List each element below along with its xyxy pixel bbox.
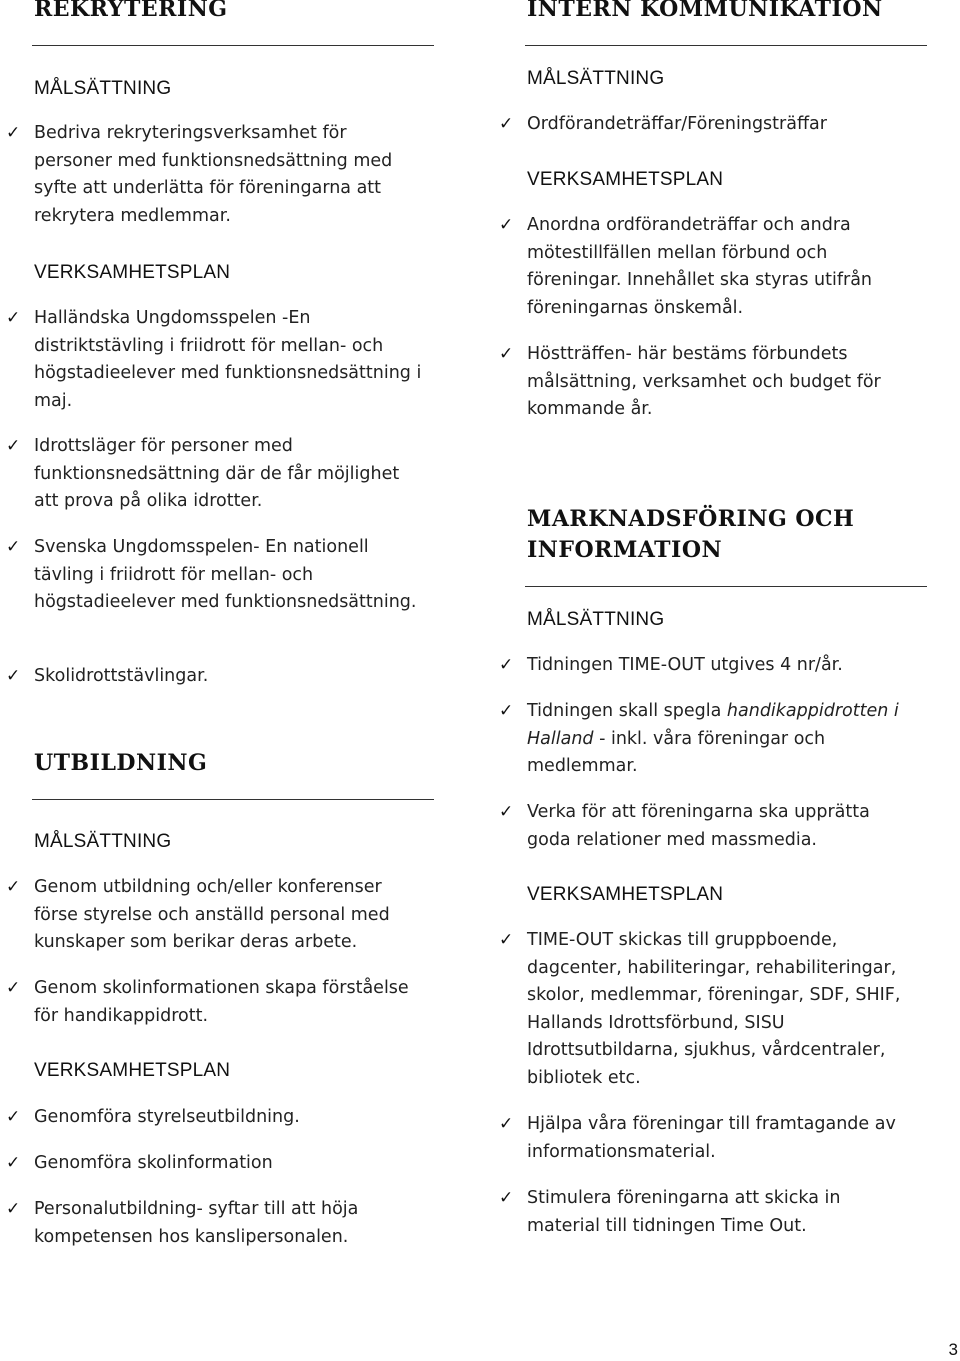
list-item [499, 341, 909, 424]
check-icon: ✓ [6, 1199, 21, 1219]
verksamhetsplan-label: VERKSAMHETSPLAN [527, 884, 724, 905]
list-item-text: TIME-OUT skickas till gruppboende, dagcenter, habiliteringar, rehabiliteringar, skolor, medlemmar, föreningar, SDF, SHIF, Hallands Idrottsförbund, SISU Idrottsutbildarna, sjukhus, vårdcentraler, bibliotek etc. [527, 930, 901, 1088]
rekrytering-heading: REKRYTERING [34, 0, 228, 22]
list-item [6, 663, 426, 691]
list-item-text: Bedriva rekryteringsverksamhet för personer med funktionsnedsättning med syfte att underlätta för föreningarna att rekrytera medlemmar. [34, 123, 393, 226]
check-icon: ✓ [499, 215, 514, 235]
list-item [6, 874, 426, 957]
list-item-text: Ordförandeträffar/Föreningsträffar [527, 114, 827, 134]
text-segment: - inkl. våra föreningar och medlemmar. [527, 728, 826, 776]
list-item-text: Genomföra skolinformation [34, 1153, 273, 1173]
list-item-text: Idrottsläger för personer med funktionsnedsättning där de får möjlighet att prova på olika idrotter. [34, 436, 400, 511]
verksamhetsplan-label: VERKSAMHETSPLAN [34, 1060, 231, 1081]
check-icon: ✓ [6, 123, 21, 143]
section-divider [32, 45, 434, 46]
list-item [6, 305, 436, 415]
list-item-text: Svenska Ungdomsspelen- En nationell tävling i friidrott för mellan- och högstadieelever med funktionsnedsättning. [34, 537, 417, 612]
malsattning-label: MÅLSÄTTNING [527, 609, 665, 630]
check-icon: ✓ [499, 344, 514, 364]
list-item [6, 1150, 426, 1178]
list-item [6, 120, 426, 230]
list-item-text: Tidningen TIME-OUT utgives 4 nr/år. [527, 655, 843, 675]
utbildning-heading: UTBILDNING [34, 750, 208, 776]
list-item-text: Genom skolinformationen skapa förståelse för handikappidrott. [34, 978, 409, 1026]
page-number: 3 [948, 1340, 958, 1359]
list-item-text: Hjälpa våra föreningar till framtagande av informationsmaterial. [527, 1114, 896, 1162]
malsattning-label: MÅLSÄTTNING [34, 78, 172, 99]
section-divider [525, 45, 927, 46]
intern-kommunikation-heading: INTERN KOMMUNIKATION [527, 0, 883, 22]
list-item-text: Skolidrottstävlingar. [34, 666, 209, 686]
list-item-text: Anordna ordförandeträffar och andra mötestillfällen mellan förbund och föreningar. Innehållet ska styras utifrån föreningarnas önskemål. [527, 215, 873, 318]
list-item-text: Stimulera föreningarna att skicka in material till tidningen Time Out. [527, 1188, 841, 1236]
heading-line: INFORMATION [527, 537, 723, 563]
list-item [499, 1111, 919, 1166]
list-item [499, 652, 919, 680]
malsattning-label: MÅLSÄTTNING [527, 68, 665, 89]
emphasized-text: handikappidrotten i Halland [527, 701, 899, 749]
list-item [499, 1185, 899, 1240]
check-icon: ✓ [6, 537, 21, 557]
check-icon: ✓ [6, 1153, 21, 1173]
list-item [499, 799, 899, 854]
check-icon: ✓ [499, 802, 514, 822]
list-item [499, 111, 919, 139]
list-item [6, 975, 426, 1030]
list-item [6, 534, 426, 617]
list-item [499, 698, 899, 781]
list-item-text: Genomföra styrelseutbildning. [34, 1107, 300, 1127]
check-icon: ✓ [6, 1107, 21, 1127]
list-item-text: Genom utbildning och/eller konferenser förse styrelse och anställd personal med kunskaper som berikar deras arbete. [34, 877, 390, 952]
check-icon: ✓ [6, 308, 21, 328]
list-item [6, 1104, 426, 1132]
list-item-text: Halländska Ungdomsspelen -En distriktstävling i friidrott för mellan- och högstadieelever med funktionsnedsättning i maj. [34, 308, 422, 411]
heading-line: MARKNADSFÖRING OCH [527, 506, 855, 532]
list-item [6, 1196, 426, 1251]
check-icon: ✓ [6, 436, 21, 456]
check-icon: ✓ [6, 978, 21, 998]
check-icon: ✓ [499, 114, 514, 134]
check-icon: ✓ [6, 666, 21, 686]
list-item [6, 433, 426, 516]
list-item-text: Verka för att föreningarna ska upprätta goda relationer med massmedia. [527, 802, 870, 850]
list-item [499, 927, 919, 1092]
verksamhetsplan-label: VERKSAMHETSPLAN [527, 169, 724, 190]
check-icon: ✓ [6, 877, 21, 897]
check-icon: ✓ [499, 701, 514, 721]
check-icon: ✓ [499, 1114, 514, 1134]
section-divider [32, 799, 434, 800]
section-divider [525, 586, 927, 587]
verksamhetsplan-label: VERKSAMHETSPLAN [34, 262, 231, 283]
list-item [499, 212, 899, 322]
marknadsforing-heading [527, 504, 854, 566]
check-icon: ✓ [499, 930, 514, 950]
list-item-text: Personalutbildning- syftar till att höja kompetensen hos kanslipersonalen. [34, 1199, 359, 1247]
text-segment: Tidningen skall spegla [527, 701, 727, 721]
check-icon: ✓ [499, 655, 514, 675]
check-icon: ✓ [499, 1188, 514, 1208]
list-item-text [527, 698, 899, 781]
malsattning-label: MÅLSÄTTNING [34, 831, 172, 852]
list-item-text: Höstträffen- här bestäms förbundets målsättning, verksamhet och budget för kommande år. [527, 344, 881, 419]
